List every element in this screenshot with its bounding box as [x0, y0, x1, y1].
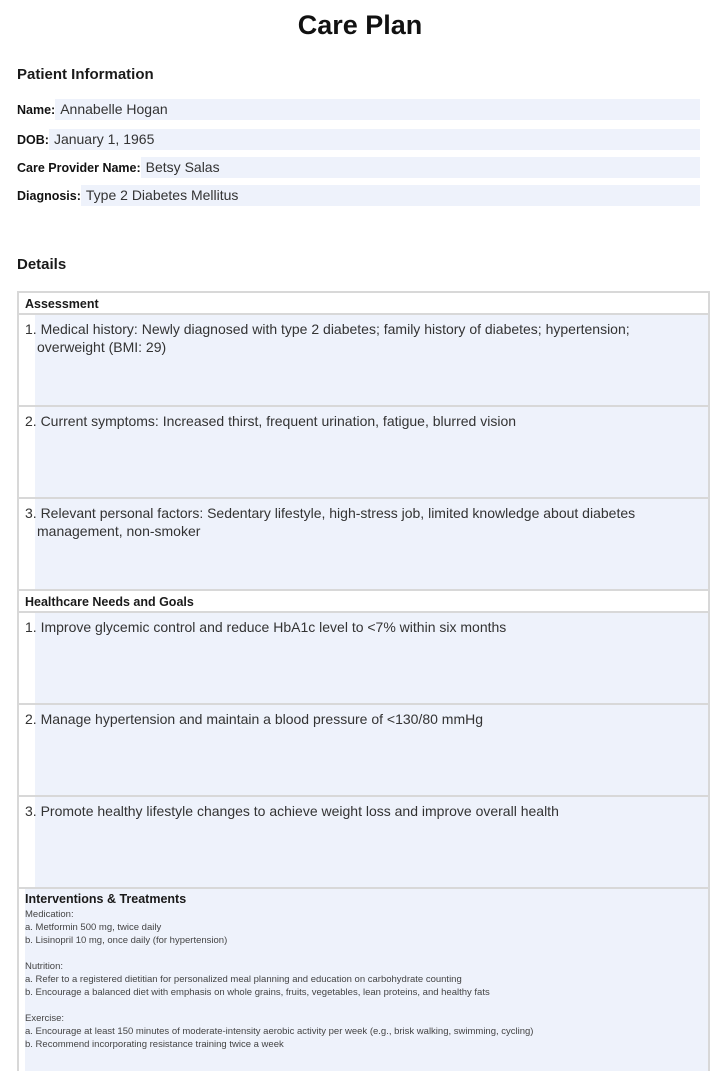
- medication-block: [25, 908, 708, 947]
- needs-goals-header: Healthcare Needs and Goals: [19, 591, 708, 613]
- diagnosis-row: [17, 185, 700, 206]
- dob-row: [17, 129, 700, 150]
- assessment-item-text: 2. Current symptoms: Increased thirst, frequent urination, fatigue, blurred vision: [25, 413, 517, 429]
- assessment-item[interactable]: [19, 407, 708, 499]
- care-provider-label: Care Provider Name:: [17, 160, 141, 175]
- medication-title: Medication:: [25, 909, 74, 920]
- patient-information-heading: Patient Information: [17, 66, 154, 83]
- assessment-item[interactable]: [19, 499, 708, 591]
- diagnosis-label: Diagnosis:: [17, 188, 81, 203]
- nutrition-block: [25, 960, 708, 999]
- care-provider-row: [17, 157, 700, 178]
- dob-label: DOB:: [17, 132, 49, 147]
- exercise-line: a. Encourage at least 150 minutes of moderate-intensity aerobic activity per week (e.g., brisk walking, swimming, cycling): [25, 1026, 534, 1037]
- name-label: Name:: [17, 102, 56, 117]
- nutrition-line: a. Refer to a registered dietitian for personalized meal planning and education on carbohydrate counting: [25, 974, 462, 985]
- page-title: Care Plan: [297, 10, 423, 40]
- medication-line: a. Metformin 500 mg, twice daily: [25, 922, 162, 933]
- details-table: [17, 291, 710, 1071]
- goal-item-text: 3. Promote healthy lifestyle changes to achieve weight loss and improve overall health: [25, 803, 559, 819]
- exercise-line: b. Recommend incorporating resistance training twice a week: [25, 1039, 284, 1050]
- assessment-item-text: 1. Medical history: Newly diagnosed with type 2 diabetes; family history of diabetes; hypertension; overweight (BMI: 29): [25, 321, 630, 355]
- interventions-header: Interventions & Treatments: [25, 892, 187, 906]
- assessment-header: Assessment: [19, 293, 708, 315]
- exercise-block: [25, 1012, 708, 1051]
- goal-item[interactable]: [19, 705, 708, 797]
- goal-item-text: 2. Manage hypertension and maintain a blood pressure of <130/80 mmHg: [25, 711, 484, 727]
- assessment-item[interactable]: [19, 315, 708, 407]
- exercise-title: Exercise:: [25, 1013, 65, 1024]
- dob-field[interactable]: January 1, 1965: [49, 129, 700, 150]
- interventions-section[interactable]: [19, 889, 708, 1071]
- assessment-item-text: 3. Relevant personal factors: Sedentary lifestyle, high-stress job, limited knowledge about diabetes management, non-smoker: [25, 505, 636, 539]
- details-heading: Details: [17, 256, 67, 273]
- goal-item-text: 1. Improve glycemic control and reduce HbA1c level to <7% within six months: [25, 619, 507, 635]
- nutrition-line: b. Encourage a balanced diet with emphasis on whole grains, fruits, vegetables, lean proteins, and healthy fats: [25, 987, 490, 998]
- medication-line: b. Lisinopril 10 mg, once daily (for hypertension): [25, 935, 228, 946]
- nutrition-title: Nutrition:: [25, 961, 64, 972]
- care-provider-field[interactable]: Betsy Salas: [141, 157, 700, 178]
- name-row: [17, 99, 700, 120]
- diagnosis-field[interactable]: Type 2 Diabetes Mellitus: [81, 185, 700, 206]
- name-field[interactable]: Annabelle Hogan: [55, 99, 700, 120]
- goal-item[interactable]: [19, 797, 708, 889]
- goal-item[interactable]: [19, 613, 708, 705]
